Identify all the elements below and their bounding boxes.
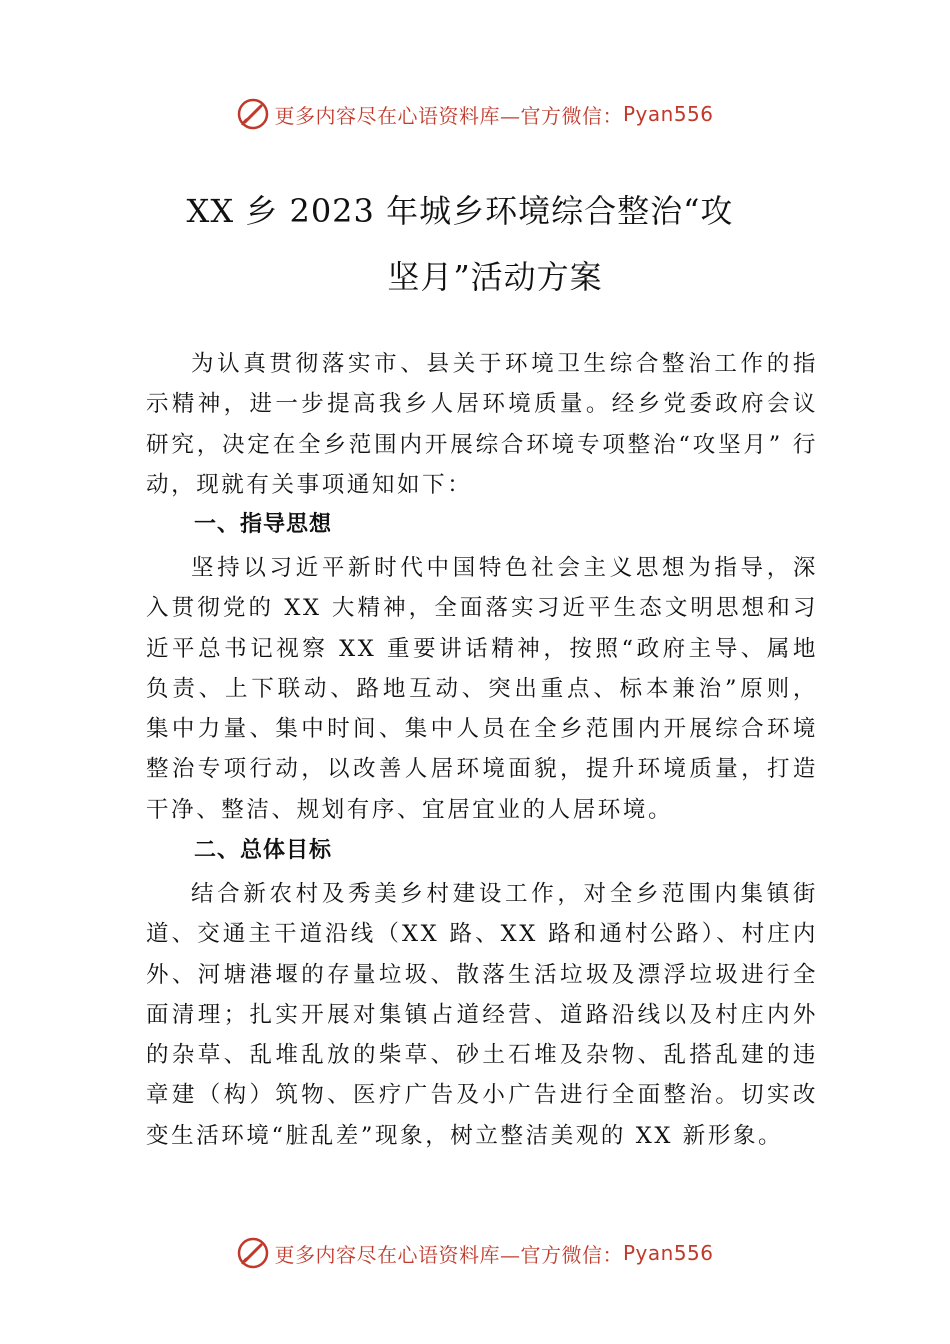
watermark-text-id: Pyan556	[622, 1241, 714, 1265]
brush-logo-icon	[236, 1236, 270, 1270]
document-body	[146, 344, 818, 1157]
watermark-banner-top	[0, 94, 950, 134]
watermark-text-wechat: —官方微信：	[499, 103, 623, 128]
watermark-text-wechat: —官方微信：	[499, 1242, 623, 1267]
section-heading-overall-goal: 二、总体目标	[194, 838, 333, 863]
document-title-line1: XX 乡 2023 年城乡环境综合整治“攻	[186, 192, 734, 230]
watermark-text-main: 更多内容尽在心语资料库	[274, 103, 500, 128]
watermark-text-main: 更多内容尽在心语资料库	[274, 1242, 500, 1267]
document-title-line2: 坚月”活动方案	[387, 258, 603, 296]
watermark-banner-bottom	[0, 1233, 950, 1273]
intro-paragraph: 为认真贯彻落实市、县关于环境卫生综合整治工作的指示精神，进一步提高我乡人居环境质量。经乡党委政府会议研究，决定在全乡范围内开展综合环境专项整治“攻坚月” 行动，现就有关事项通知如下：	[146, 351, 818, 498]
watermark-text-id: Pyan556	[622, 102, 714, 126]
section-text-guiding-ideology: 坚持以习近平新时代中国特色社会主义思想为指导，深入贯彻党的 XX 大精神，全面落实习近平生态文明思想和习近平总书记视察 XX 重要讲话精神，按照“政府主导、属地负责、上下联动、路地互动、突出重点、标本兼治”原则， 集中力量、集中时间、集中人员在全乡范围内开展综合环境整治专项行动，以改善人居环境面貌，提升环境质量，打造干净、整洁、规划有序、宜居宜业的人居环境。	[146, 555, 818, 823]
brush-logo-icon	[236, 97, 270, 131]
section-heading-guiding-ideology: 一、指导思想	[194, 512, 333, 537]
section-text-overall-goal: 结合新农村及秀美乡村建设工作，对全乡范围内集镇街道、交通主干道沿线（XX 路、XX 路和通村公路）、村庄内外、河塘港堰的存量垃圾、散落生活垃圾及漂浮垃圾进行全面清理；扎实开展对集镇占道经营、道路沿线以及村庄内外的杂草、乱堆乱放的柴草、砂土石堆及杂物、乱搭乱建的违章建（构）筑物、医疗广告及小广告进行全面整治。切实改变生活环境“脏乱差”现象，树立整洁美观的 XX 新形象。	[146, 881, 818, 1149]
